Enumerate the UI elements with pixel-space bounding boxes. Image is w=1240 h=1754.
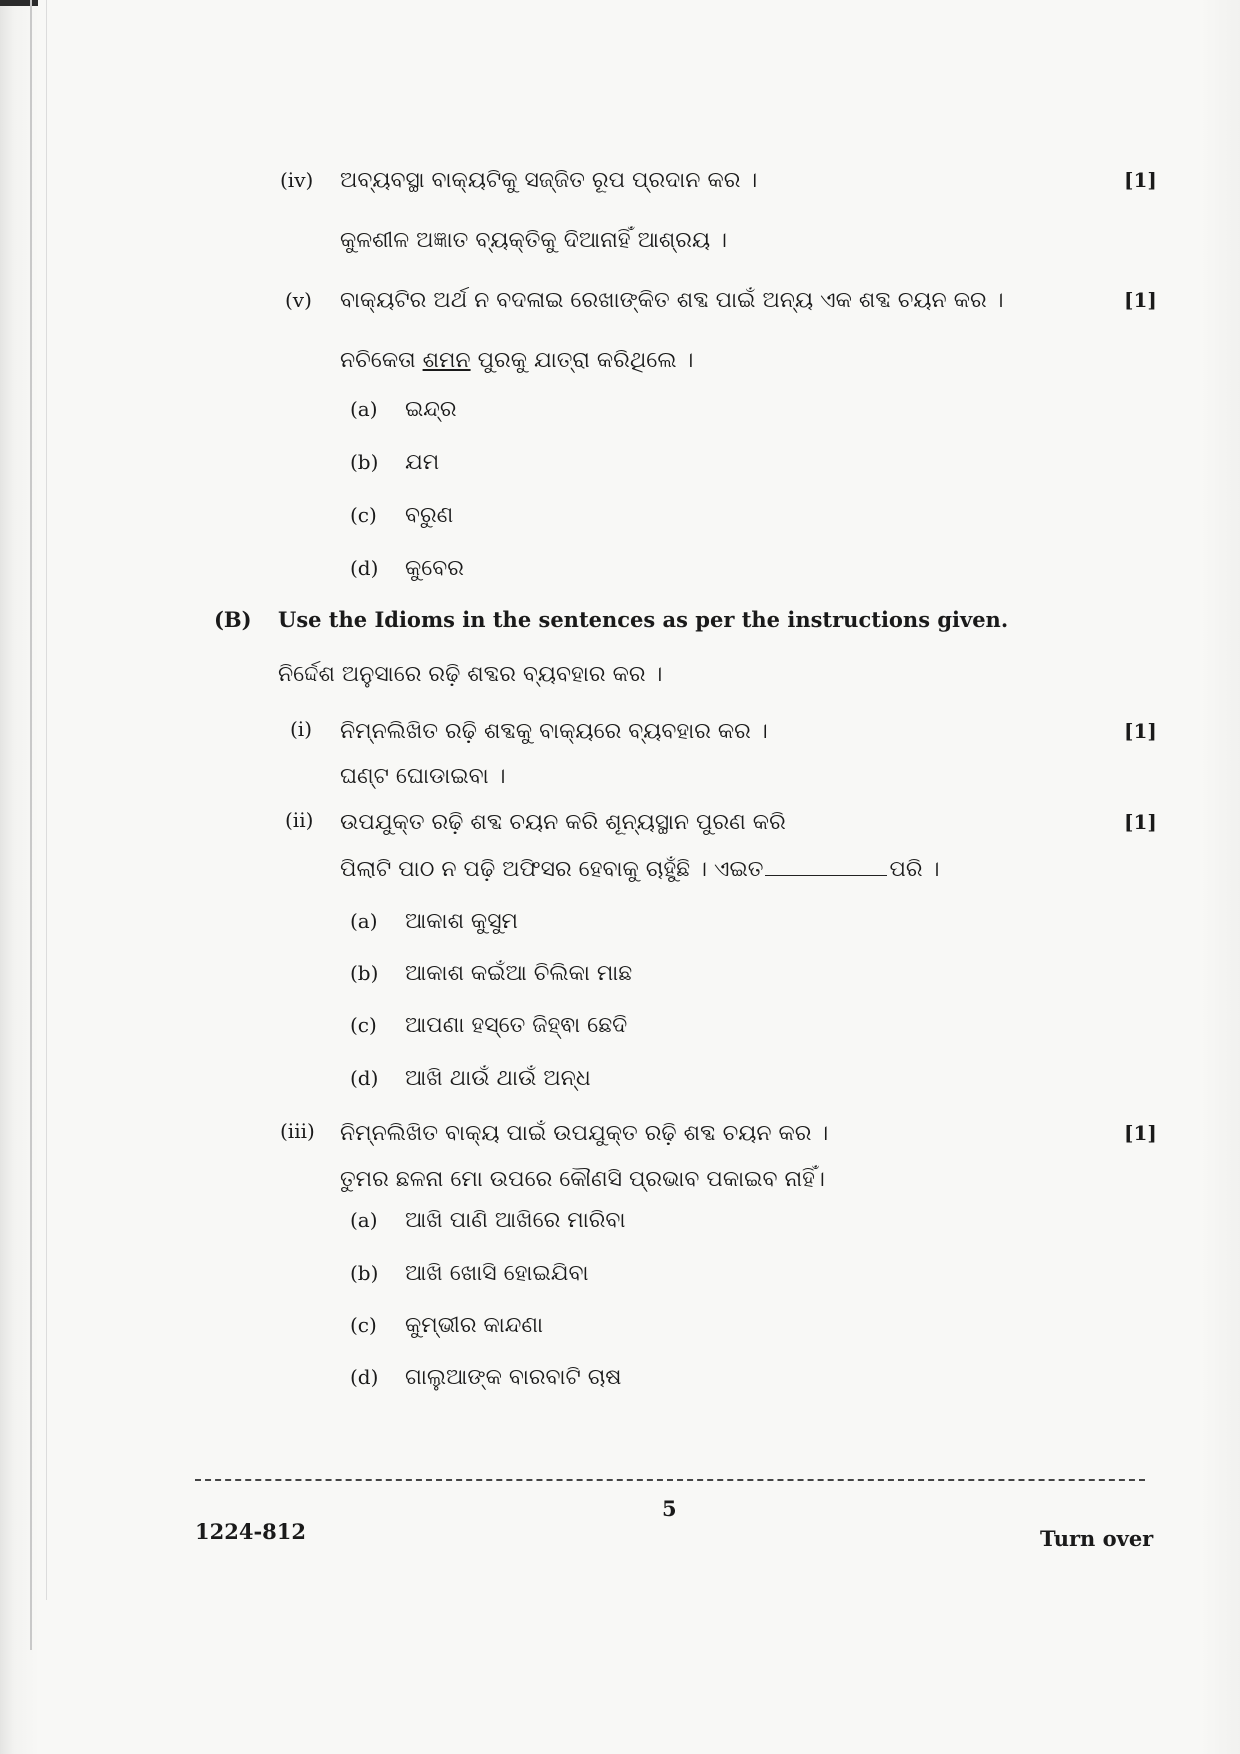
question-number: (iv) xyxy=(280,168,314,192)
page-number: 5 xyxy=(662,1496,677,1521)
option-label: (b) xyxy=(350,1261,379,1285)
option-label: (a) xyxy=(350,1208,378,1232)
option-text: ବରୁଣ xyxy=(405,503,454,528)
binding-edge-line-inner xyxy=(46,0,47,1600)
question-number: (iii) xyxy=(280,1119,315,1143)
option-label: (a) xyxy=(350,397,378,421)
question-sentence: କୁଳଶୀଳ ଅଜ୍ଞାତ ବ୍ୟକ୍ତିକୁ ଦିଆନାହିଁ ଆଶ୍ରୟ । xyxy=(340,228,728,253)
question-sentence: ତୁମର ଛଳନା ମୋ ଉପରେ କୌଣସି ପ୍ରଭାବ ପକାଇବ ନାହିଁ। xyxy=(340,1167,825,1192)
question-sentence: ଘଣ୍ଟ ଘୋଡାଇବା । xyxy=(340,764,506,789)
marks-label: [1] xyxy=(1124,1121,1157,1145)
option-text: ଇନ୍ଦ୍ର xyxy=(405,397,457,422)
option-text: ଆକାଶ କଇଁଆ ଚିଲିକା ମାଛ xyxy=(405,961,633,986)
option-text: ଆଖି ଖୋସି ହୋଇଯିବା xyxy=(405,1261,589,1286)
section-subheading: ନିର୍ଦ୍ଦେଶ ଅନୁସାରେ ରଢ଼ି ଶବ୍ଦର ବ୍ୟବହାର କର । xyxy=(278,662,663,687)
option-label: (d) xyxy=(350,1066,379,1090)
question-prompt: ଉପଯୁକ୍ତ ରଢ଼ି ଶବ୍ଦ ଚୟନ କରି ଶୂନ୍ୟସ୍ଥାନ ପୁରଣ କରି xyxy=(340,810,786,835)
option-label: (b) xyxy=(350,961,379,985)
question-number: (i) xyxy=(290,717,313,741)
question-prompt: ବାକ୍ୟଟିର ଅର୍ଥ ନ ବଦଳାଇ ରେଖାଙ୍କିତ ଶବ୍ଦ ପାଇଁ ଅନ୍ୟ ଏକ ଶବ୍ଦ ଚୟନ କର । xyxy=(340,288,1004,313)
question-prompt: ନିମ୍ନଲିଖିତ ବାକ୍ୟ ପାଇଁ ଉପଯୁକ୍ତ ରଢ଼ି ଶବ୍ଦ ଚୟନ କର । xyxy=(340,1121,829,1146)
marks-label: [1] xyxy=(1124,168,1157,192)
marks-label: [1] xyxy=(1124,288,1157,312)
footer-divider xyxy=(195,1479,1145,1481)
option-text: ଆଖି ଥାଉଁ ଥାଉଁ ଅନ୍ଧ xyxy=(405,1066,591,1091)
binding-edge-line xyxy=(30,0,32,1650)
question-sentence xyxy=(340,348,693,373)
option-text: ଯମ xyxy=(405,450,440,475)
option-label: (a) xyxy=(350,909,378,933)
sentence-start: ନଚିକେତା xyxy=(340,348,416,373)
option-text: ଗାଲୁଆଙ୍କ ବାରବାଟି ଚାଷ xyxy=(405,1365,622,1390)
question-prompt: ନିମ୍ନଲିଖିତ ରଢ଼ି ଶବ୍ଦକୁ ବାକ୍ୟରେ ବ୍ୟବହାର କର । xyxy=(340,719,768,744)
paper-code: 1224-812 xyxy=(195,1519,306,1544)
scan-corner-mark xyxy=(0,0,38,6)
option-label: (d) xyxy=(350,556,379,580)
option-label: (c) xyxy=(350,503,377,527)
option-text: ଆକାଶ କୁସୁମ xyxy=(405,909,518,934)
option-label: (b) xyxy=(350,450,379,474)
option-text: ଆପଣା ହସ୍ତେ ଜିହ୍ଵା ଛେଦି xyxy=(405,1013,628,1038)
option-label: (c) xyxy=(350,1313,377,1337)
option-text: କୁବେର xyxy=(405,556,464,581)
question-number: (ii) xyxy=(285,808,314,832)
option-text: ଆଖି ପାଣି ଆଖିରେ ମାରିବା xyxy=(405,1208,626,1233)
fill-blank xyxy=(765,857,887,876)
sentence-start: ପିଲାଟି ପାଠ ନ ପଢ଼ି ଅଫିସର ହେବାକୁ ଚାହୁଁଛି । ଏଇତ xyxy=(340,857,764,882)
marks-label: [1] xyxy=(1124,719,1157,743)
underlined-word: ଶମନ xyxy=(422,348,471,373)
turn-over-label: Turn over xyxy=(1040,1526,1154,1551)
option-text: କୁମ୍ଭୀର କାନ୍ଦଣା xyxy=(405,1313,544,1338)
question-number: (v) xyxy=(285,288,312,312)
sentence-end: ପୁରକୁ ଯାତ୍ରା କରିଥିଲେ । xyxy=(477,348,694,373)
question-prompt: ଅବ୍ୟବସ୍ଥା ବାକ୍ୟଟିକୁ ସଜ୍ଜିତ ରୂପ ପ୍ରଦାନ କର । xyxy=(340,168,758,193)
option-label: (d) xyxy=(350,1365,379,1389)
sentence-end: ପରି । xyxy=(889,857,940,882)
section-heading: Use the Idioms in the sentences as per the instructions given. xyxy=(278,607,1009,632)
section-label: (B) xyxy=(214,607,252,632)
option-label: (c) xyxy=(350,1013,377,1037)
marks-label: [1] xyxy=(1124,810,1157,834)
question-sentence xyxy=(340,857,940,882)
